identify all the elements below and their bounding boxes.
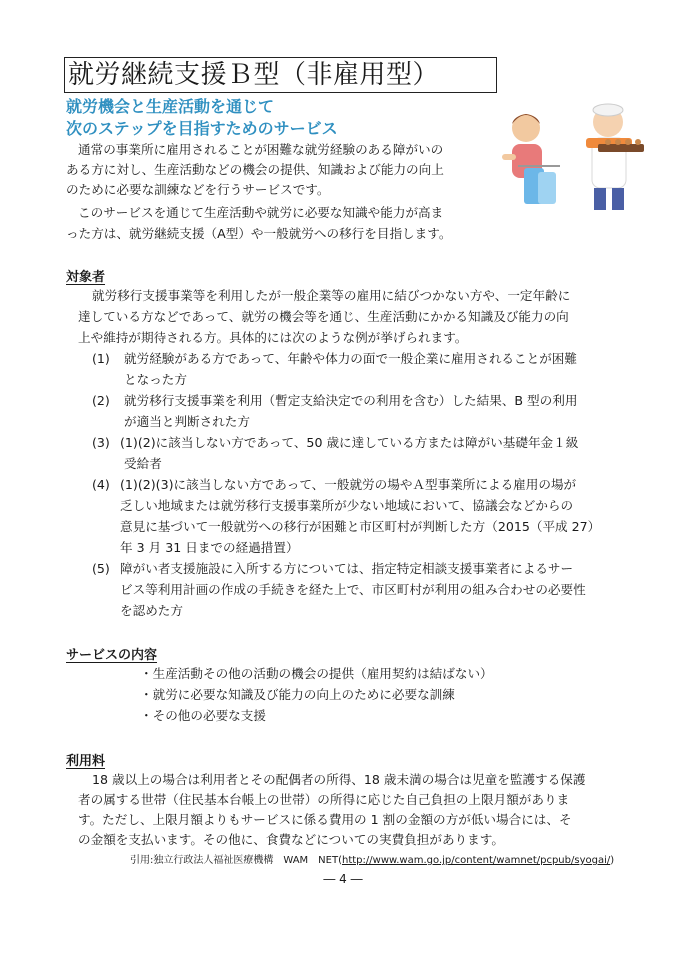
item-1-num: (1) xyxy=(92,351,110,366)
citation-prefix: 引用:独立行政法人福祉医療機構 WAM NET( xyxy=(130,855,342,866)
target-intro-line-3: 上や維持が期待される方。具体的には次のような例が挙げられます。 xyxy=(78,330,468,345)
item-4-line-3: 意見に基づいて一般就労への移行が困難と市区町村が判断した方（2015（平成 27） xyxy=(120,519,601,534)
citation-suffix: ) xyxy=(610,855,615,866)
item-4-num: (4) xyxy=(92,477,110,492)
fee-line-3: す。ただし、上限月額よりもサービスに係る費用の 1 割の金額の方が低い場合には、そ xyxy=(78,812,572,827)
intro-line-3: のために必要な訓練などを行うサービスです。 xyxy=(66,182,330,197)
item-2-num: (2) xyxy=(92,393,110,408)
fee-line-2: 者の属する世帯（住民基本台帳上の世帯）の所得に応じた自己負担の上限月額がありま xyxy=(78,792,570,807)
target-intro-line-1: 就労移行支援事業等を利用したが一般企業等の雇用に結びつかない方や、一定年齢に xyxy=(92,288,571,303)
service-item-3: ・その他の必要な支援 xyxy=(140,708,266,723)
item-2-line-1: 就労移行支援事業を利用（暫定支給決定での利用を含む）した結果、B 型の利用 xyxy=(124,393,578,408)
item-5-num: (5) xyxy=(92,561,110,576)
service-item-2: ・就労に必要な知識及び能力の向上のために必要な訓練 xyxy=(140,687,455,702)
item-3-line-2: 受給者 xyxy=(124,456,162,471)
item-2-line-2: が適当と判断された方 xyxy=(124,414,250,429)
citation xyxy=(130,851,614,866)
page-number: ― 4 ― xyxy=(323,872,363,886)
intro-line-1: 通常の事業所に雇用されることが困難な就労経験のある障がいの xyxy=(78,142,444,157)
service-heading: サービスの内容 xyxy=(66,648,158,663)
intro-line-2: ある方に対し、生産活動などの機会の提供、知識および能力の向上 xyxy=(66,162,444,177)
fee-heading: 利用料 xyxy=(66,754,106,769)
intro-line-4: このサービスを通じて生産活動や就労に必要な知識や能力が高ま xyxy=(78,205,444,220)
subtitle-line-1: 就労機会と生産活動を通じて xyxy=(66,97,275,116)
fee-line-1: 18 歳以上の場合は利用者とその配偶者の所得、18 歳未満の場合は児童を監護する保護 xyxy=(92,772,586,787)
item-3-num: (3) xyxy=(92,435,110,450)
item-1-line-2: となった方 xyxy=(124,372,187,387)
page-title: 就労継続支援Ｂ型（非雇用型） xyxy=(64,57,497,93)
item-4-line-1: (1)(2)(3)に該当しない方であって、一般就労の場やＡ型事業所による雇用の場が xyxy=(120,477,577,492)
item-4-line-2: 乏しい地域または就労移行支援事業所が少ない地域において、協議会などからの xyxy=(120,498,574,513)
item-5-line-2: ビス等利用計画の作成の手続きを経た上で、市区町村が利用の組み合わせの必要性 xyxy=(120,582,586,597)
service-item-1: ・生産活動その他の活動の機会の提供（雇用契約は結ばない） xyxy=(140,666,493,681)
intro-line-5: った方は、就労継続支援（A型）や一般就労への移行を目指します。 xyxy=(66,226,452,241)
item-4-line-4: 年 3 月 31 日までの経過措置） xyxy=(120,540,299,555)
citation-link[interactable]: http://www.wam.go.jp/content/wamnet/pcpub/syogai/ xyxy=(342,855,611,866)
workers-illustration xyxy=(498,98,646,216)
target-heading: 対象者 xyxy=(66,270,106,285)
fee-line-4: の金額を支払います。その他に、食費などについての実費負担があります。 xyxy=(78,832,504,847)
item-5-line-3: を認めた方 xyxy=(120,603,183,618)
item-1-line-1: 就労経験がある方であって、年齢や体力の面で一般企業に雇用されることが困難 xyxy=(124,351,577,366)
target-intro-line-2: 達している方などであって、就労の機会等を通じ、生産活動にかかる知識及び能力の向 xyxy=(78,309,569,324)
item-5-line-1: 障がい者支援施設に入所する方については、指定特定相談支援事業者によるサー xyxy=(120,561,574,576)
item-3-line-1: (1)(2)に該当しない方であって、50 歳に達している方または障がい基礎年金１級 xyxy=(120,435,579,450)
subtitle-line-2: 次のステップを目指すためのサービス xyxy=(66,119,338,138)
